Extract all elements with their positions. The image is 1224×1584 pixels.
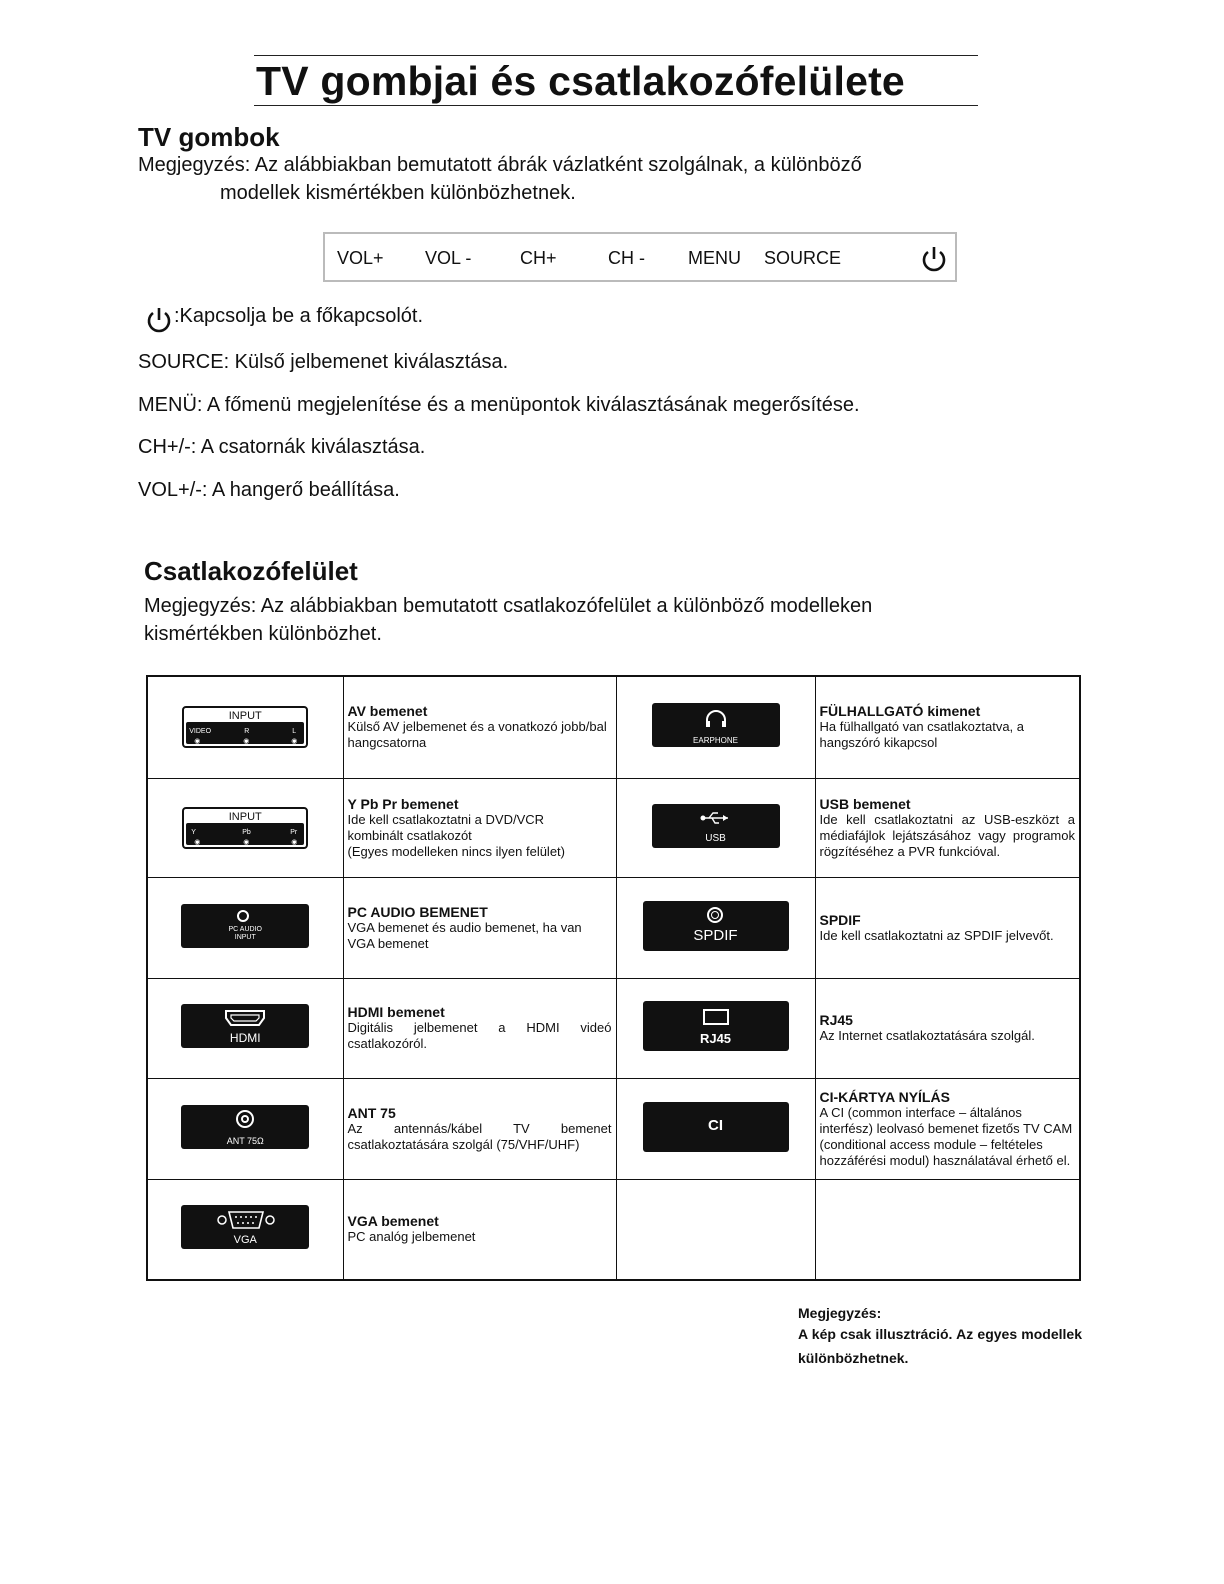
headphone-icon [704,710,728,728]
ci-label: CI [708,1116,723,1134]
av-port-icon: INPUT VIDEO R L ◉ ◉ ◉ [182,706,308,748]
footer-note-heading: Megjegyzés: [798,1305,882,1321]
table-row [147,1078,1080,1179]
ci-port-cell [616,1078,815,1179]
table-row [147,978,1080,1078]
ci-desc-cell [815,1078,1080,1179]
av-desc-cell [343,676,616,778]
pcaudio-text: VGA bemenet és audio bemenet, ha van VGA bemenet [347,919,582,951]
rj45-label: RJ45 [699,1031,732,1046]
earphone-port-icon [652,703,780,747]
hdmi-desc-cell [343,978,616,1078]
empty-cell [616,1179,815,1280]
source-button[interactable]: SOURCE [764,248,842,268]
footer-note [798,1304,1082,1370]
pcaudio-port-cell [147,877,343,978]
ci-text: A CI (common interface – általános interfész) leolvasó bemenet fizetős TV CAM (conditional access module – feltételes hozzáférési modul) használatával érhető el. [819,1104,1073,1168]
page-title: TV gombjai és csatlakozófelülete [256,58,905,104]
ypbpr-port-cell [147,778,343,877]
av-port-label: INPUT [228,710,262,723]
earphone-port-cell [616,676,815,778]
table-row [147,1179,1080,1280]
table-row [147,676,1080,778]
usb-label: USB [705,832,726,844]
ant-title: ANT 75 [347,1104,396,1121]
hdmi-connector-icon [225,1010,265,1026]
spdif-text: Ide kell csatlakoztatni az SPDIF jelvevőt. [819,927,1054,943]
buttons-note-line1: Megjegyzés: Az alábbiakban bemutatott ábrák vázlatként szolgálnak, a különböző [138,154,862,176]
hdmi-port-icon [181,1004,309,1048]
table-row [147,877,1080,978]
ant-port-cell [147,1078,343,1179]
vol-description: VOL+/-: A hangerő beállítása. [138,479,400,501]
usb-port-cell [616,778,815,877]
footer-note-text: A kép csak illusztráció. Az egyes modellek különbözhetnek. [798,1326,1082,1366]
av-text: Külső AV jelbemenet és a vonatkozó jobb/bal hangcsatorna [347,719,607,751]
usb-icon [700,811,732,825]
ant-text: Az antennás/kábel TV bemenet csatlakoztatására szolgál (75/VHF/UHF) [347,1120,612,1152]
hdmi-port-cell [147,978,343,1078]
rj45-port-icon [643,1001,789,1051]
hdmi-title: HDMI bemenet [347,1004,445,1020]
earphone-label: EARPHONE [693,736,738,746]
vga-port-icon [181,1205,309,1249]
ant-label: ANT 75Ω [226,1135,264,1146]
buttons-heading: TV gombok [138,122,280,152]
pcaudio-label: PC AUDIO [228,925,262,933]
earphone-text: Ha fülhallgató van csatlakoztatva, a hangszóró kikapcsol [819,719,1025,751]
pcaudio-label: INPUT [234,933,256,941]
connectors-note-line1: Megjegyzés: Az alábbiakban bemutatott csatlakozófelület a különböző modelleken [144,595,873,617]
av-jack-label: R [244,728,250,736]
ypbpr-port-icon: INPUT Y Pb Pr ◉ ◉ ◉ [182,807,308,849]
pcaudio-port-icon [181,904,309,948]
ypbpr-jack-label: Pr [290,828,298,836]
hdmi-label: HDMI [229,1031,261,1045]
ch-up-button[interactable]: CH+ [520,248,557,268]
vga-desc-cell [343,1179,616,1280]
pcaudio-title: PC AUDIO BEMENET [347,903,488,920]
vga-port-cell [147,1179,343,1280]
vga-connector-icon [217,1210,275,1230]
ypbpr-text: kombinált csatlakozót [347,827,472,843]
spdif-title: SPDIF [819,911,861,928]
rj45-port-cell [616,978,815,1078]
hdmi-text: Digitális jelbemenet a HDMI videó csatlakozóról. [347,1020,612,1051]
av-jack-label: L [292,728,297,736]
empty-cell [815,1179,1080,1280]
ch-down-button[interactable]: CH - [608,248,645,268]
vga-text: PC analóg jelbemenet [347,1229,476,1245]
av-port-cell [147,676,343,778]
usb-text: Ide kell csatlakoztatni az USB-eszközt a médiafájlok lejátszásához vagy programok rögzítéséhez a PVR funkcióval. [819,811,1075,859]
title-rule-top [254,55,978,56]
spdif-label: SPDIF [693,926,738,944]
source-description: SOURCE: Külső jelbemenet kiválasztása. [138,351,509,373]
av-title: AV bemenet [347,703,428,720]
vol-up-button[interactable]: VOL+ [337,248,384,268]
usb-port-icon [652,804,780,848]
ant-port-icon [181,1105,309,1149]
ypbpr-port-label: INPUT [228,810,262,823]
connectors-note-line2: kismértékben különbözhet. [144,623,382,645]
menu-button[interactable]: MENU [688,248,741,268]
pcaudio-desc-cell [343,877,616,978]
power-icon [146,306,172,334]
earphone-desc-cell [815,676,1080,778]
ch-description: CH+/-: A csatornák kiválasztása. [138,436,426,458]
title-rule-bottom [254,105,978,106]
ypbpr-jack-label: Y [191,828,196,836]
spdif-port-cell [616,877,815,978]
table-row [147,778,1080,877]
buttons-note-line2: modellek kismértékben különbözhetnek. [220,182,576,204]
earphone-title: FÜLHALLGATÓ kimenet [819,703,981,720]
connectors-heading: Csatlakozófelület [144,556,358,586]
tv-button-bar [323,232,957,282]
rj45-desc-cell [815,978,1080,1078]
vol-down-button[interactable]: VOL - [425,248,472,268]
rj45-text: Az Internet csatlakoztatására szolgál. [819,1028,1035,1043]
ypbpr-text: (Egyes modelleken nincs ilyen felület) [347,843,565,859]
connector-table [146,675,1081,1281]
ypbpr-text: Ide kell csatlakoztatni a DVD/VCR [347,811,545,827]
rj45-title: RJ45 [819,1012,853,1028]
ypbpr-jack-label: Pb [242,828,251,836]
power-button-icon[interactable] [921,245,947,273]
ci-port-icon [643,1102,789,1152]
ypbpr-desc-cell [343,778,616,877]
spdif-port-icon [643,901,789,951]
av-jack-label: VIDEO [189,728,212,736]
ant-desc-cell [343,1078,616,1179]
power-description: :Kapcsolja be a főkapcsolót. [174,305,424,327]
usb-desc-cell [815,778,1080,877]
ci-title: CI-KÁRTYA NYÍLÁS [819,1088,950,1105]
usb-title: USB bemenet [819,795,911,812]
ypbpr-title: Y Pb Pr bemenet [347,795,459,812]
spdif-desc-cell [815,877,1080,978]
vga-title: VGA bemenet [347,1213,439,1230]
vga-label: VGA [233,1234,257,1247]
menu-description: MENÜ: A főmenü megjelenítése és a menüpontok kiválasztásának megerősítése. [138,394,860,416]
